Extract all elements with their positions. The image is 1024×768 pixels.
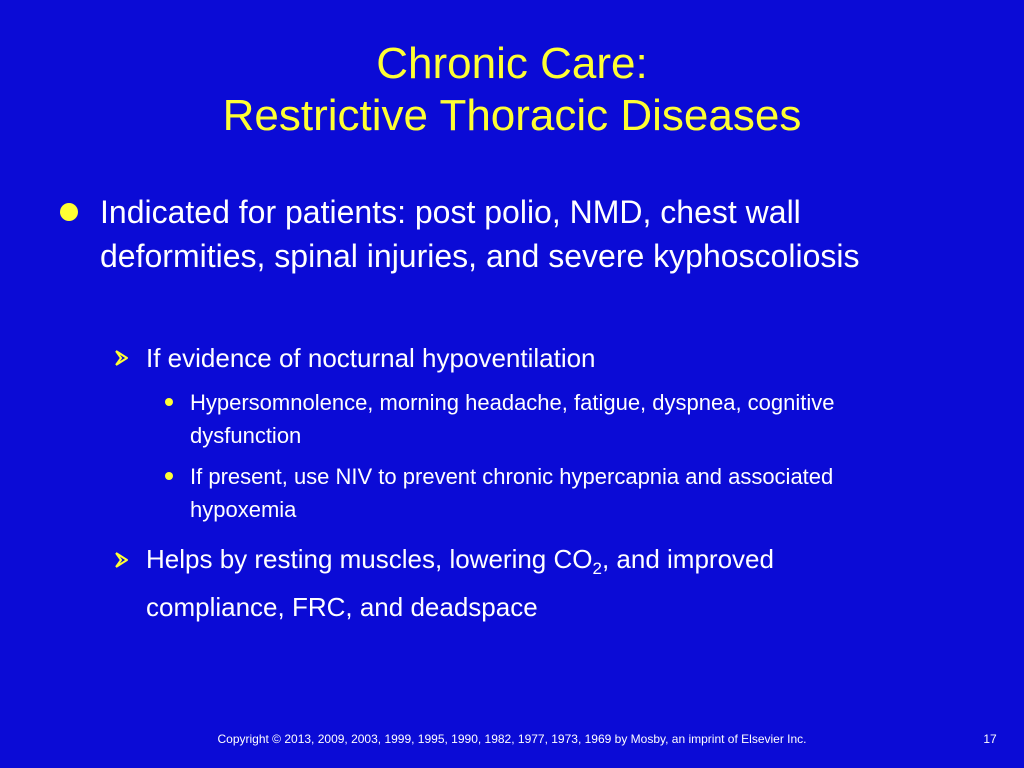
sub-sub-bullet-use-niv: If present, use NIV to prevent chronic hypercapnia and associated hypoxemia xyxy=(190,464,834,522)
copyright-notice: Copyright © 2013, 2009, 2003, 1999, 1995, 1990, 1982, 1977, 1973, 1969 by Mosby, an imprint of Elsevier Inc. xyxy=(217,732,807,746)
filled-circle-bullet-icon xyxy=(60,203,78,221)
slide-title-line-2: Restrictive Thoracic Diseases xyxy=(222,91,802,140)
arrow-bullet-icon xyxy=(112,348,132,368)
sub-bullet-text-after-subscript: , and improved compliance, FRC, and deadspace xyxy=(146,544,774,623)
sub-bullet-nocturnal-hypoventilation: If evidence of nocturnal hypoventilation xyxy=(146,343,596,373)
co2-subscript: 2 xyxy=(592,559,602,579)
sub-sub-bullet-symptoms: Hypersomnolence, morning headache, fatigue, dyspnea, cognitive dysfunction xyxy=(190,390,835,448)
dot-bullet-icon xyxy=(165,398,173,406)
bullet-indicated-for-patients: Indicated for patients: post polio, NMD, chest wall deformities, spinal injuries, and severe kyphoscoliosis xyxy=(100,194,860,274)
slide-title-line-1: Chronic Care: xyxy=(376,39,648,88)
sub-bullet-text-before-subscript: Helps by resting muscles, lowering CO xyxy=(146,544,593,574)
dot-bullet-icon xyxy=(165,472,173,480)
page-number: 17 xyxy=(983,732,997,746)
sub-bullet-helps-by-resting-muscles xyxy=(146,540,906,626)
arrow-bullet-icon xyxy=(112,550,132,570)
